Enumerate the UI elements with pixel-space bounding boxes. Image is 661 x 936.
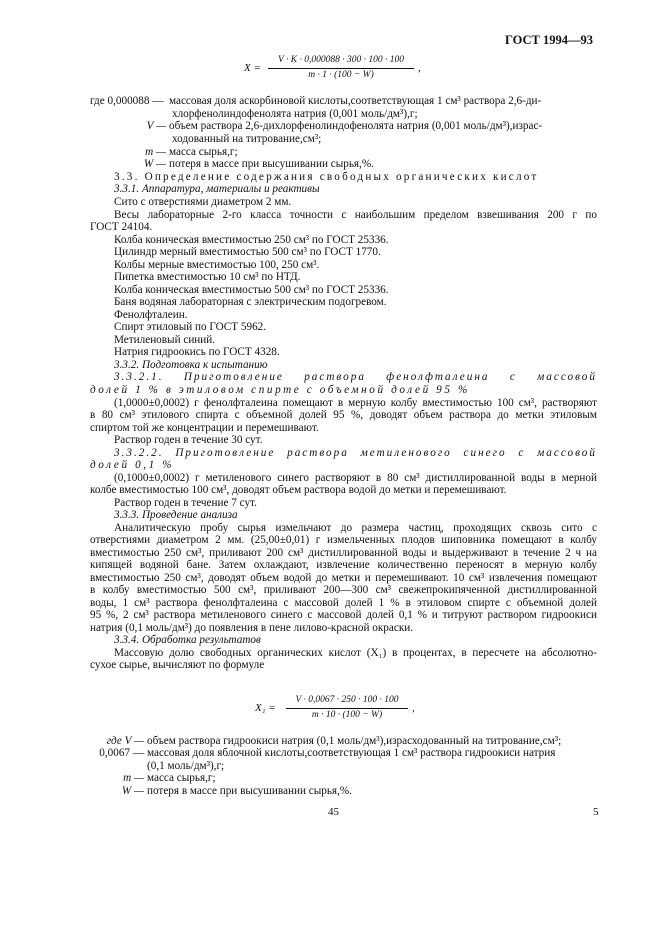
formula2-tail: , [412,702,415,714]
equipment-item: ГОСТ 24104. [90,221,153,233]
page-header: ГОСТ 1994—93 [504,33,593,47]
def1-line: где 0,000088 — массовая доля аскорбиновой кислоты,соответствующая 1 см³ раствора 2,6-ди- [90,95,542,107]
formula1-tail: , [418,62,421,74]
paragraph-line: (1,0000±0,0002) г фенолфталеина помещают в мерную колбу вместимостью 100 см³, растворяют [114,397,597,409]
formula2-fraction-bar [286,708,408,709]
formula1-numerator: V · K · 0,000088 · 300 · 100 · 100 [278,55,404,65]
paragraph-line: в колбу вместимостью 500 см³, приливают 200—300 см³ свежепрокипяченной дистиллированной [90,584,597,596]
paragraph-line: колбе вместимостью 100 см³, доводят объем раствора водой до метки и перемешивают. [90,484,507,496]
section-3-3-3-heading: 3.3.3. Проведение анализа [114,509,238,521]
def1-line: хлорфенолиндофенолята натрия (0,001 моль/дм³),г; [172,108,418,120]
paragraph-line: Массовую долю свободных органических кислот (X₁) в процентах, в пересчете на абсолютно- [114,647,597,659]
def1-line: W — потеря в массе при высушивании сырья,%. [143,158,374,170]
paragraph-line: в 80 см³ этилового спирта с объемной долей 95 %, доводят объем раствора до метки этиловым [90,409,597,421]
equipment-item: Спирт этиловый по ГОСТ 5962. [114,321,267,333]
section-3-3-2-1-heading: 3.3.2.1. Приготовление раствора фенолфталеина с массовой [114,371,597,383]
paragraph-line: воды, 1 см³ раствора фенолфталеина с массовой долей 1 % в этиловом спирте с объемной долей [90,597,597,609]
def1-line: V — объем раствора 2,6-дихлорфенолиндофенолята натрия (0,001 моль/дм³),израс- [146,120,543,132]
formula1-lhs: X = [244,62,261,74]
section-3-3-2-1-heading-cont: долей 1 % в этиловом спирте с объемной долей 95 % [90,384,470,396]
equipment-item: Пипетка вместимостью 10 см³ по НТД. [114,271,301,283]
formula2-lhs: X₁ = [255,702,276,714]
page-number-center: 45 [328,806,339,818]
equipment-item: Колба коническая вместимостью 250 см³ по ГОСТ 25336. [114,234,389,246]
paragraph-line: (0,1000±0,0002) г метиленового синего растворяют в 80 см³ дистиллированной воды в мерной [114,472,597,484]
formula2-numerator: V · 0,0067 · 250 · 100 · 100 [295,695,399,705]
def1-line: m — масса сырья,г; [145,146,238,158]
def2-line: 0,0067 — массовая доля яблочной кислоты,соответствующая 1 см³ раствора гидроокиси натрия [99,747,556,759]
section-3-3-4-heading: 3.3.4. Обработка результатов [114,634,261,646]
equipment-item: Колба коническая вместимостью 500 см³ по ГОСТ 25336. [114,284,389,296]
paragraph-line: вместимостью 250 см³, доводят объем водой до метки и перемешивают. 10 см³ извлечения помещают [90,572,597,584]
def1-line: ходованный на титрование,см³; [172,133,322,145]
equipment-item: Цилиндр мерный вместимостью 500 см³ по ГОСТ 1770. [114,246,381,258]
def2-line: m — масса сырья,г; [123,772,216,784]
paragraph-line: вместимостью 250 см³, приливают 200 см³ дистиллированной воды и выдерживают в течение 2 ч на [90,547,597,559]
equipment-item: Колбы мерные вместимостью 100, 250 см³. [114,259,320,271]
page-number-right: 5 [593,806,599,818]
shelf-life-7: Раствор годен в течение 7 сут. [114,497,257,509]
equipment-item: Весы лабораторные 2-го класса точности с наибольшим пределом взвешивания 200 г по [114,209,597,221]
paragraph-line: Аналитическую пробу сырья измельчают до размера частиц, проходящих сквозь сито с [114,522,597,534]
section-3-3-1-heading: 3.3.1. Аппаратура, материалы и реактивы [114,183,320,195]
def2-line: где V — объем раствора гидроокиси натрия (0,1 моль/дм³),израсходованный на титрование,см³; [106,735,562,747]
section-3-3-2-2-heading-cont: долей 0,1 % [90,459,175,471]
paragraph-line: спиртом той же концентрации и перемешивают. [90,422,319,434]
def2-line: W — потеря в массе при высушивании сырья,%. [121,785,352,797]
equipment-item: Метиленовый синий. [114,334,216,346]
formula1-denominator: m · 1 · (100 − W) [308,70,374,80]
paragraph-line: отверстиями диаметром 2 мм. (25,00±0,01) г измельченных плодов шиповника помещают в колбу [90,534,597,546]
section-3-3-heading: 3.3. Определение содержания свободных органических кислот [114,171,539,183]
equipment-item: Сито с отверстиями диаметром 2 мм. [114,196,292,208]
equipment-item: Баня водяная лабораторная с электрическим подогревом. [114,296,387,308]
formula1-fraction-bar [268,68,414,69]
paragraph-line: кипящей водяной бане. Затем охлаждают, извлечение количественно переносят в мерную колбу [90,559,597,571]
equipment-item: Фенолфталеин. [114,309,188,321]
equipment-item: Натрия гидроокись по ГОСТ 4328. [114,346,280,358]
section-3-3-2-2-heading: 3.3.2.2. Приготовление раствора метиленового синего с массовой [114,447,597,459]
formula2-denominator: m · 10 · (100 − W) [311,710,383,720]
def2-line: (0,1 моль/дм³),г; [147,760,225,772]
paragraph-line: сухое сырье, вычисляют по формуле [90,659,265,671]
paragraph-line: натрия (0,1 моль/дм³) до появления в пене лилово-красной окраски. [90,622,414,634]
section-3-3-2-heading: 3.3.2. Подготовка к испытанию [114,359,268,371]
paragraph-line: 95 %, 2 см³ раствора метиленового синего с массовой долей 0,1 % и титруют раствором гидроокиси [90,609,597,621]
shelf-life-30: Раствор годен в течение 30 сут. [114,434,263,446]
